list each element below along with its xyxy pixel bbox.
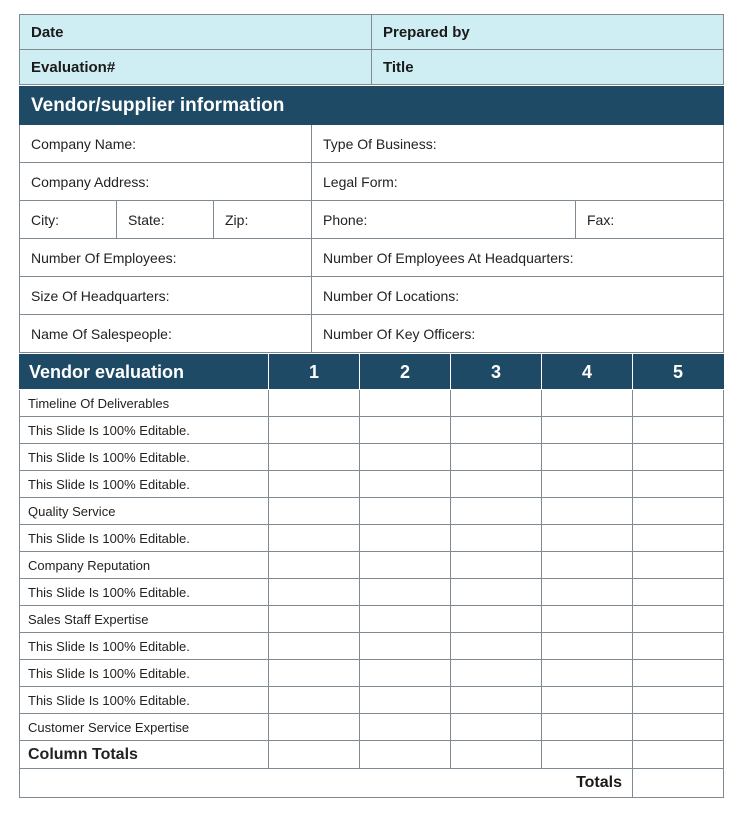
score-column-header: 3 — [451, 355, 542, 390]
score-cell[interactable] — [633, 525, 724, 552]
score-cell[interactable] — [633, 444, 724, 471]
type-of-business-field[interactable]: Type Of Business: — [312, 125, 724, 163]
score-cell[interactable] — [451, 633, 542, 660]
criterion-label: This Slide Is 100% Editable. — [20, 660, 269, 687]
header-info-table — [19, 14, 724, 85]
score-cell[interactable] — [360, 417, 451, 444]
score-cell[interactable] — [542, 498, 633, 525]
score-cell[interactable] — [269, 471, 360, 498]
score-cell[interactable] — [269, 714, 360, 741]
title-field[interactable]: Title — [372, 50, 724, 85]
score-cell[interactable] — [451, 552, 542, 579]
score-cell[interactable] — [451, 471, 542, 498]
state-field[interactable]: State: — [117, 201, 214, 239]
score-cell[interactable] — [633, 417, 724, 444]
criterion-label: This Slide Is 100% Editable. — [20, 579, 269, 606]
column-totals-label: Column Totals — [20, 741, 269, 769]
score-cell[interactable] — [451, 606, 542, 633]
score-cell[interactable] — [633, 633, 724, 660]
score-cell[interactable] — [451, 444, 542, 471]
salespeople-field[interactable]: Name Of Salespeople: — [20, 315, 312, 353]
score-cell[interactable] — [542, 687, 633, 714]
column-total-cell[interactable] — [542, 741, 633, 769]
criterion-label: This Slide Is 100% Editable. — [20, 633, 269, 660]
evaluation-row — [20, 552, 724, 579]
evaluation-row — [20, 687, 724, 714]
criterion-label: Company Reputation — [20, 552, 269, 579]
evaluation-row — [20, 714, 724, 741]
vendor-evaluation-table — [19, 354, 724, 798]
score-cell[interactable] — [633, 579, 724, 606]
evaluation-row — [20, 390, 724, 417]
score-cell[interactable] — [542, 444, 633, 471]
score-cell[interactable] — [360, 633, 451, 660]
criterion-label: Customer Service Expertise — [20, 714, 269, 741]
vendor-info-heading: Vendor/supplier information — [20, 87, 724, 125]
score-column-header: 5 — [633, 355, 724, 390]
score-cell[interactable] — [360, 444, 451, 471]
company-address-field[interactable]: Company Address: — [20, 163, 312, 201]
vendor-evaluation-heading: Vendor evaluation — [20, 355, 269, 390]
score-cell[interactable] — [360, 525, 451, 552]
number-of-locations-field[interactable]: Number Of Locations: — [312, 277, 724, 315]
score-cell[interactable] — [451, 714, 542, 741]
date-field[interactable]: Date — [20, 15, 372, 50]
zip-field[interactable]: Zip: — [214, 201, 312, 239]
column-total-cell[interactable] — [360, 741, 451, 769]
score-cell[interactable] — [269, 417, 360, 444]
score-cell[interactable] — [542, 714, 633, 741]
prepared-by-field[interactable]: Prepared by — [372, 15, 724, 50]
score-cell[interactable] — [633, 552, 724, 579]
score-cell[interactable] — [542, 579, 633, 606]
score-column-header: 4 — [542, 355, 633, 390]
score-cell[interactable] — [360, 687, 451, 714]
score-cell[interactable] — [542, 390, 633, 417]
score-cell[interactable] — [360, 471, 451, 498]
score-cell[interactable] — [451, 579, 542, 606]
legal-form-field[interactable]: Legal Form: — [312, 163, 724, 201]
score-cell[interactable] — [542, 633, 633, 660]
column-total-cell[interactable] — [633, 741, 724, 769]
evaluation-number-field[interactable]: Evaluation# — [20, 50, 372, 85]
score-cell[interactable] — [542, 552, 633, 579]
evaluation-row — [20, 471, 724, 498]
criterion-label: This Slide Is 100% Editable. — [20, 471, 269, 498]
fax-field[interactable]: Fax: — [576, 201, 724, 239]
score-cell[interactable] — [269, 660, 360, 687]
totals-label: Totals — [20, 769, 633, 798]
score-cell[interactable] — [633, 660, 724, 687]
score-cell[interactable] — [269, 579, 360, 606]
grand-total-cell[interactable] — [633, 769, 724, 798]
score-cell[interactable] — [451, 390, 542, 417]
score-cell[interactable] — [451, 687, 542, 714]
evaluation-row — [20, 444, 724, 471]
score-cell[interactable] — [542, 606, 633, 633]
score-cell[interactable] — [360, 390, 451, 417]
criterion-label: Timeline Of Deliverables — [20, 390, 269, 417]
score-cell[interactable] — [360, 552, 451, 579]
score-column-header: 2 — [360, 355, 451, 390]
evaluation-row — [20, 660, 724, 687]
score-cell[interactable] — [269, 444, 360, 471]
score-cell[interactable] — [633, 606, 724, 633]
score-cell[interactable] — [360, 714, 451, 741]
size-of-hq-field[interactable]: Size Of Headquarters: — [20, 277, 312, 315]
score-cell[interactable] — [269, 390, 360, 417]
evaluation-row — [20, 633, 724, 660]
criterion-label: This Slide Is 100% Editable. — [20, 525, 269, 552]
score-column-header: 1 — [269, 355, 360, 390]
column-total-cell[interactable] — [269, 741, 360, 769]
phone-field[interactable]: Phone: — [312, 201, 576, 239]
score-cell[interactable] — [269, 687, 360, 714]
score-cell[interactable] — [633, 714, 724, 741]
criterion-label: Sales Staff Expertise — [20, 606, 269, 633]
criterion-label: This Slide Is 100% Editable. — [20, 417, 269, 444]
score-cell[interactable] — [633, 471, 724, 498]
score-cell[interactable] — [269, 606, 360, 633]
score-cell[interactable] — [269, 552, 360, 579]
score-cell[interactable] — [360, 498, 451, 525]
score-cell[interactable] — [451, 417, 542, 444]
criterion-label: Quality Service — [20, 498, 269, 525]
evaluation-row — [20, 417, 724, 444]
score-cell[interactable] — [269, 525, 360, 552]
company-name-field[interactable]: Company Name: — [20, 125, 312, 163]
score-cell[interactable] — [451, 660, 542, 687]
score-cell[interactable] — [451, 525, 542, 552]
score-cell[interactable] — [360, 606, 451, 633]
evaluation-row — [20, 579, 724, 606]
vendor-info-table — [19, 86, 724, 353]
score-cell[interactable] — [542, 660, 633, 687]
evaluation-rows — [20, 390, 724, 741]
employees-at-hq-field[interactable]: Number Of Employees At Headquarters: — [312, 239, 724, 277]
score-cell[interactable] — [360, 660, 451, 687]
evaluation-row — [20, 525, 724, 552]
score-cell[interactable] — [360, 579, 451, 606]
criterion-label: This Slide Is 100% Editable. — [20, 444, 269, 471]
score-cell[interactable] — [542, 471, 633, 498]
score-cell[interactable] — [542, 525, 633, 552]
score-cell[interactable] — [633, 687, 724, 714]
evaluation-row — [20, 498, 724, 525]
score-cell[interactable] — [269, 498, 360, 525]
score-cell[interactable] — [451, 498, 542, 525]
key-officers-field[interactable]: Number Of Key Officers: — [312, 315, 724, 353]
column-total-cell[interactable] — [451, 741, 542, 769]
number-of-employees-field[interactable]: Number Of Employees: — [20, 239, 312, 277]
evaluation-row — [20, 606, 724, 633]
score-cell[interactable] — [633, 390, 724, 417]
score-cell[interactable] — [269, 633, 360, 660]
score-cell[interactable] — [542, 417, 633, 444]
score-cell[interactable] — [633, 498, 724, 525]
criterion-label: This Slide Is 100% Editable. — [20, 687, 269, 714]
city-field[interactable]: City: — [20, 201, 117, 239]
